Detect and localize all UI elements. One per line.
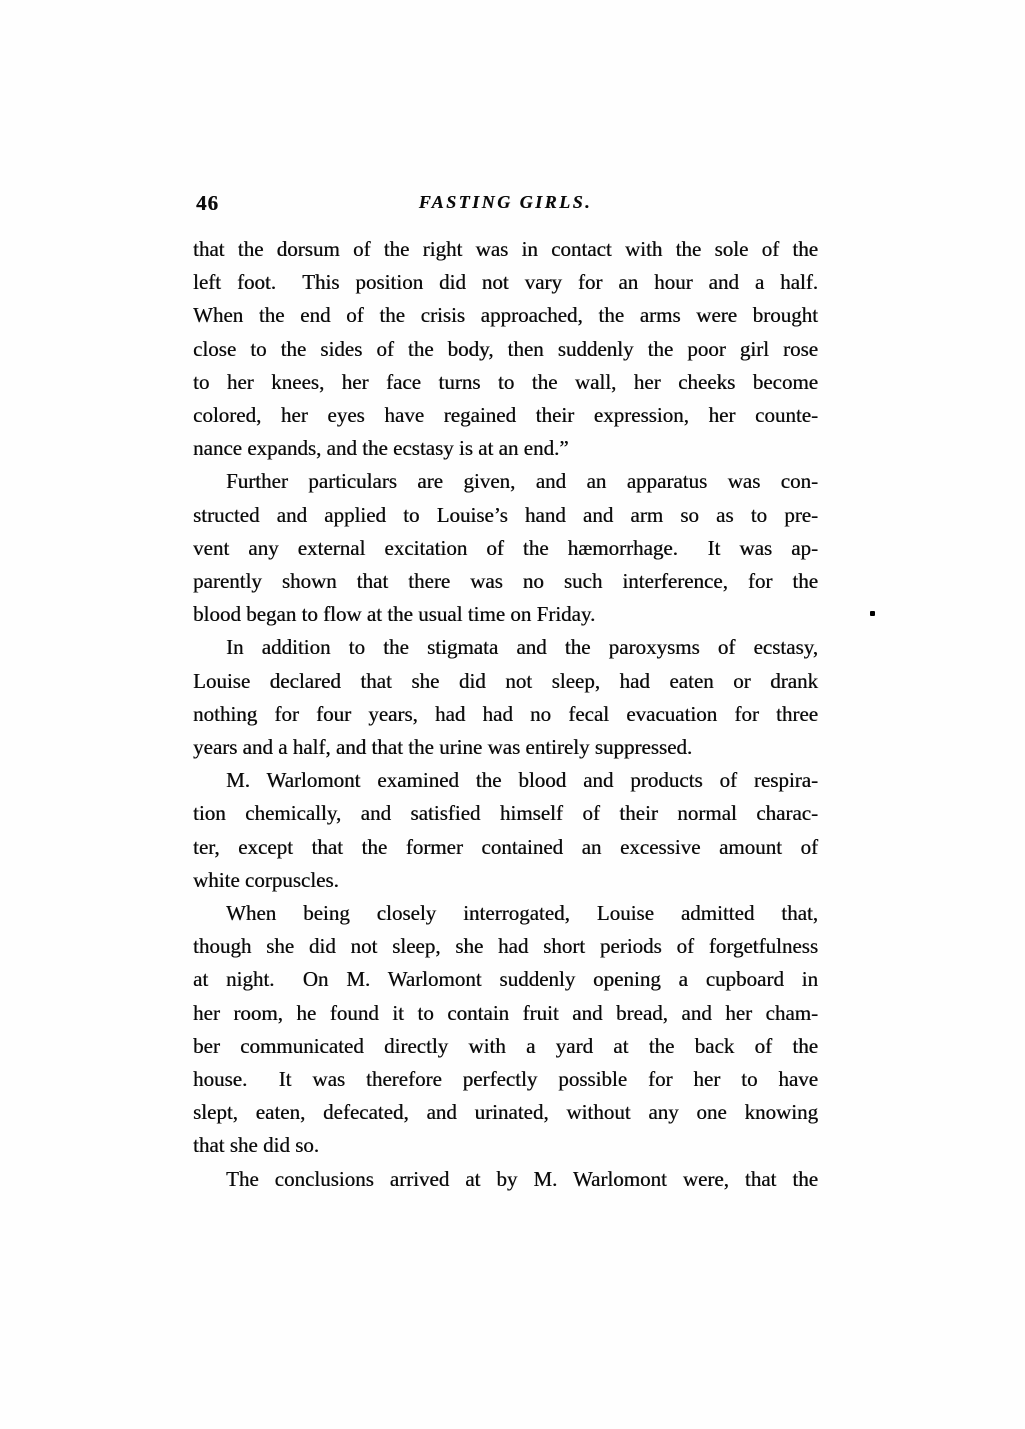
text-line: to her knees, her face turns to the wall, her cheeks become: [193, 369, 818, 394]
page-number: 46: [196, 191, 219, 215]
text-line: nothing for four years, had had no fecal evacuation for three: [193, 701, 818, 726]
text-line: blood began to flow at the usual time on Friday.: [193, 602, 596, 627]
text-line: The conclusions arrived at by M. Warlomont were, that the: [226, 1166, 818, 1191]
text-line: ber communicated directly with a yard at the back of the: [193, 1033, 818, 1058]
text-line: years and a half, and that the urine was entirely suppressed.: [193, 735, 693, 760]
text-line: tion chemically, and satisfied himself of their normal charac-: [193, 801, 818, 826]
text-line: In addition to the stigmata and the paroxysms of ecstasy,: [226, 635, 818, 660]
text-line: that she did so.: [193, 1133, 319, 1158]
running-header-title: FASTING GIRLS.: [418, 192, 593, 212]
text-line: colored, her eyes have regained their expression, her counte-: [193, 403, 818, 428]
page-header: [193, 190, 818, 218]
text-line: structed and applied to Louise’s hand and arm so as to pre-: [193, 502, 818, 527]
text-line: at night. On M. Warlomont suddenly opening a cupboard in: [193, 967, 818, 992]
text-line: though she did not sleep, she had short periods of forgetfulness: [193, 934, 818, 959]
text-line: that the dorsum of the right was in contact with the sole of the: [193, 237, 818, 261]
text-line: When being closely interrogated, Louise admitted that,: [226, 901, 818, 926]
text-line: white corpuscles.: [193, 867, 339, 892]
text-line: When the end of the crisis approached, the arms were brought: [193, 303, 818, 328]
text-line: Further particulars are given, and an apparatus was con-: [226, 469, 818, 494]
text-line: M. Warlomont examined the blood and products of respira-: [226, 768, 818, 793]
text-line: left foot. This position did not vary for an hour and a half.: [193, 270, 818, 295]
text-line: close to the sides of the body, then suddenly the poor girl rose: [193, 336, 818, 361]
text-block: [193, 233, 818, 1196]
ink-speck: [870, 611, 875, 616]
text-line: ter, except that the former contained an excessive amount of: [193, 834, 818, 859]
text-line: slept, eaten, defecated, and urinated, without any one knowing: [193, 1100, 818, 1125]
text-line: Louise declared that she did not sleep, had eaten or drank: [193, 668, 818, 693]
text-line: house. It was therefore perfectly possible for her to have: [193, 1067, 818, 1092]
text-line: vent any external excitation of the hæmorrhage. It was ap-: [193, 535, 818, 560]
text-line: her room, he found it to contain fruit and bread, and her cham-: [193, 1000, 818, 1025]
text-line: nance expands, and the ecstasy is at an end.”: [193, 436, 569, 461]
text-line: parently shown that there was no such interference, for the: [193, 569, 818, 594]
